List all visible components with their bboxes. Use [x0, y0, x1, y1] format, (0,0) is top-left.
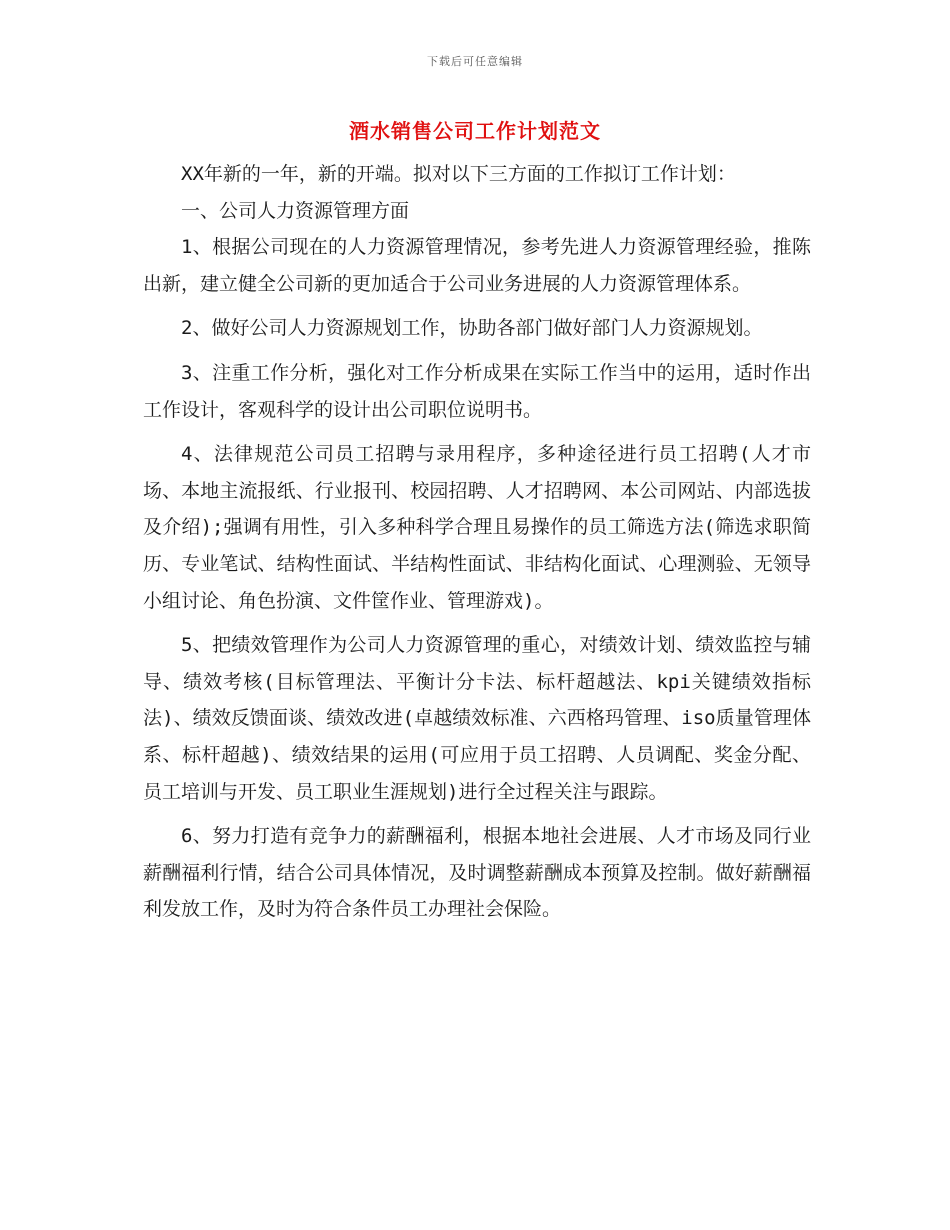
- paragraph-1: 1、根据公司现在的人力资源管理情况，参考先进人力资源管理经验，推陈出新，建立健全公司新的更加适合于公司业务进展的人力资源管理体系。: [143, 236, 811, 295]
- paragraph-5: 5、把绩效管理作为公司人力资源管理的重心，对绩效计划、绩效监控与辅导、绩效考核(目标管理法、平衡计分卡法、标杆超越法、kpi关键绩效指标法)、绩效反馈面谈、绩效改进(卓越绩效标准、六西格玛管理、iso质量管理体系、标杆超越)、绩效结果的运用(可应用于员工招聘、人员调配、奖金分配、员工培训与开发、员工职业生涯规划)进行全过程关注与跟踪。: [143, 634, 811, 803]
- document-body: [143, 156, 811, 928]
- section-heading: 一、公司人力资源管理方面: [181, 199, 410, 222]
- document-title: 酒水销售公司工作计划范文: [349, 119, 601, 143]
- paragraph-2: 2、做好公司人力资源规划工作，协助各部门做好部门人力资源规划。: [181, 317, 763, 340]
- header-note: 下载后可任意编辑: [427, 55, 523, 68]
- intro-paragraph: XX年新的一年，新的开端。拟对以下三方面的工作拟订工作计划：: [181, 163, 736, 185]
- paragraph-6: 6、努力打造有竞争力的薪酬福利，根据本地社会进展、人才市场及同行业薪酬福利行情，结合公司具体情况，及时调整薪酬成本预算及控制。做好薪酬福利发放工作，及时为符合条件员工办理社会保险。: [143, 825, 811, 921]
- paragraph-4: 4、法律规范公司员工招聘与录用程序，多种途径进行员工招聘(人才市场、本地主流报纸、行业报刊、校园招聘、人才招聘网、本公司网站、内部选拔及介绍);强调有用性，引入多种科学合理且易操作的员工筛选方法(筛选求职简历、专业笔试、结构性面试、半结构性面试、非结构化面试、心理测验、无领导小组讨论、角色扮演、文件筐作业、管理游戏)。: [143, 443, 811, 612]
- paragraph-3: 3、注重工作分析，强化对工作分析成果在实际工作当中的运用，适时作出工作设计，客观科学的设计出公司职位说明书。: [143, 361, 811, 421]
